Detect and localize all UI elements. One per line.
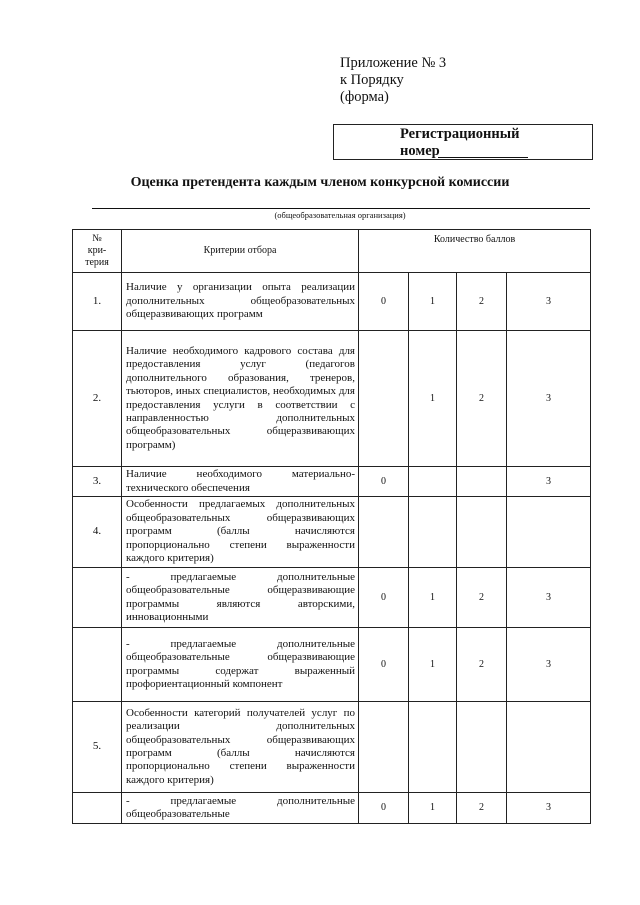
appendix-form-note: (форма) xyxy=(340,89,389,105)
criterion-text: Особенности категорий получателей услуг по реализации дополнительных общеобразовательных общеразвивающих программ (баллы начисляются пропорционально степени выраженности каждого критерия) xyxy=(122,702,359,793)
criterion-number xyxy=(73,568,122,628)
criterion-number: 5. xyxy=(73,702,122,793)
score-cell[interactable] xyxy=(359,702,409,793)
score-cell[interactable]: 2 xyxy=(457,331,507,467)
organization-blank-line[interactable] xyxy=(92,208,590,209)
registration-label: Регистрационный xyxy=(400,126,520,142)
registration-number-blank[interactable] xyxy=(438,157,528,158)
table-header-row xyxy=(73,230,591,273)
score-cell[interactable] xyxy=(359,497,409,568)
score-cell[interactable] xyxy=(409,467,457,497)
criterion-text: Наличие необходимого кадрового состава для предоставления услуг (педагогов дополнительного образования, тренеров, тьюторов, иных специалистов, необходимых для предоставления услуги в соответствии с направленностью дополнительных общеобразовательных общеразвивающих программ) xyxy=(122,331,359,467)
score-cell[interactable]: 1 xyxy=(409,793,457,824)
criterion-number: 1. xyxy=(73,273,122,331)
score-cell[interactable]: 3 xyxy=(507,273,591,331)
score-cell[interactable]: 3 xyxy=(507,467,591,497)
score-cell[interactable]: 0 xyxy=(359,793,409,824)
appendix-reference: к Порядку xyxy=(340,72,404,88)
header-points-cell: Количество баллов xyxy=(359,230,591,273)
score-cell[interactable]: 3 xyxy=(507,568,591,628)
score-cell[interactable]: 2 xyxy=(457,628,507,702)
criterion-text: - предлагаемые дополнительные общеобразовательные общеразвивающие программы содержат выраженный профориентационный компонент xyxy=(122,628,359,702)
table-row xyxy=(73,273,591,331)
criterion-number: 4. xyxy=(73,497,122,568)
table-row xyxy=(73,568,591,628)
score-cell[interactable]: 1 xyxy=(409,273,457,331)
criterion-number xyxy=(73,628,122,702)
table-row xyxy=(73,793,591,824)
score-cell[interactable]: 2 xyxy=(457,793,507,824)
score-cell[interactable]: 1 xyxy=(409,331,457,467)
criterion-text: Особенности предлагаемых дополнительных общеобразовательных общеразвивающих программ (баллы начисляются пропорционально степени выраженности каждого критерия) xyxy=(122,497,359,568)
criterion-text: - предлагаемые дополнительные общеобразовательные xyxy=(122,793,359,824)
registration-number-label: номер xyxy=(400,143,440,159)
score-cell[interactable]: 3 xyxy=(507,628,591,702)
score-cell[interactable]: 2 xyxy=(457,568,507,628)
score-cell[interactable]: 3 xyxy=(507,793,591,824)
score-cell[interactable]: 0 xyxy=(359,568,409,628)
criterion-number: 3. xyxy=(73,467,122,497)
appendix-number: Приложение № 3 xyxy=(340,55,447,71)
criterion-text: - предлагаемые дополнительные общеобразовательные общеразвивающие программы являются авторскими, инновационными xyxy=(122,568,359,628)
header-criteria-cell: Критерии отбора xyxy=(122,230,359,273)
header-number-cell: № кри- терия xyxy=(73,230,122,273)
registration-number-box xyxy=(333,124,593,160)
score-cell[interactable] xyxy=(359,331,409,467)
table-row xyxy=(73,331,591,467)
evaluation-table xyxy=(72,229,591,824)
score-cell[interactable]: 0 xyxy=(359,273,409,331)
table-row xyxy=(73,497,591,568)
score-cell[interactable] xyxy=(457,497,507,568)
appendix-header xyxy=(340,55,446,106)
table-row xyxy=(73,702,591,793)
score-cell[interactable] xyxy=(457,702,507,793)
score-cell[interactable]: 2 xyxy=(457,273,507,331)
page-title: Оценка претендента каждым членом конкурсной комиссии xyxy=(130,175,510,190)
table-row xyxy=(73,467,591,497)
score-cell[interactable]: 3 xyxy=(507,331,591,467)
score-cell[interactable] xyxy=(507,497,591,568)
score-cell[interactable]: 1 xyxy=(409,628,457,702)
score-cell[interactable] xyxy=(409,497,457,568)
score-cell[interactable]: 0 xyxy=(359,467,409,497)
organization-caption: (общеобразовательная организация) xyxy=(274,210,406,220)
criterion-number: 2. xyxy=(73,331,122,467)
table-row xyxy=(73,628,591,702)
criterion-text: Наличие необходимого материально-технического обеспечения xyxy=(122,467,359,497)
score-cell[interactable] xyxy=(409,702,457,793)
score-cell[interactable]: 1 xyxy=(409,568,457,628)
score-cell[interactable] xyxy=(507,702,591,793)
criterion-text: Наличие у организации опыта реализации дополнительных общеобразовательных общеразвивающих программ xyxy=(122,273,359,331)
score-cell[interactable] xyxy=(457,467,507,497)
criterion-number xyxy=(73,793,122,824)
score-cell[interactable]: 0 xyxy=(359,628,409,702)
